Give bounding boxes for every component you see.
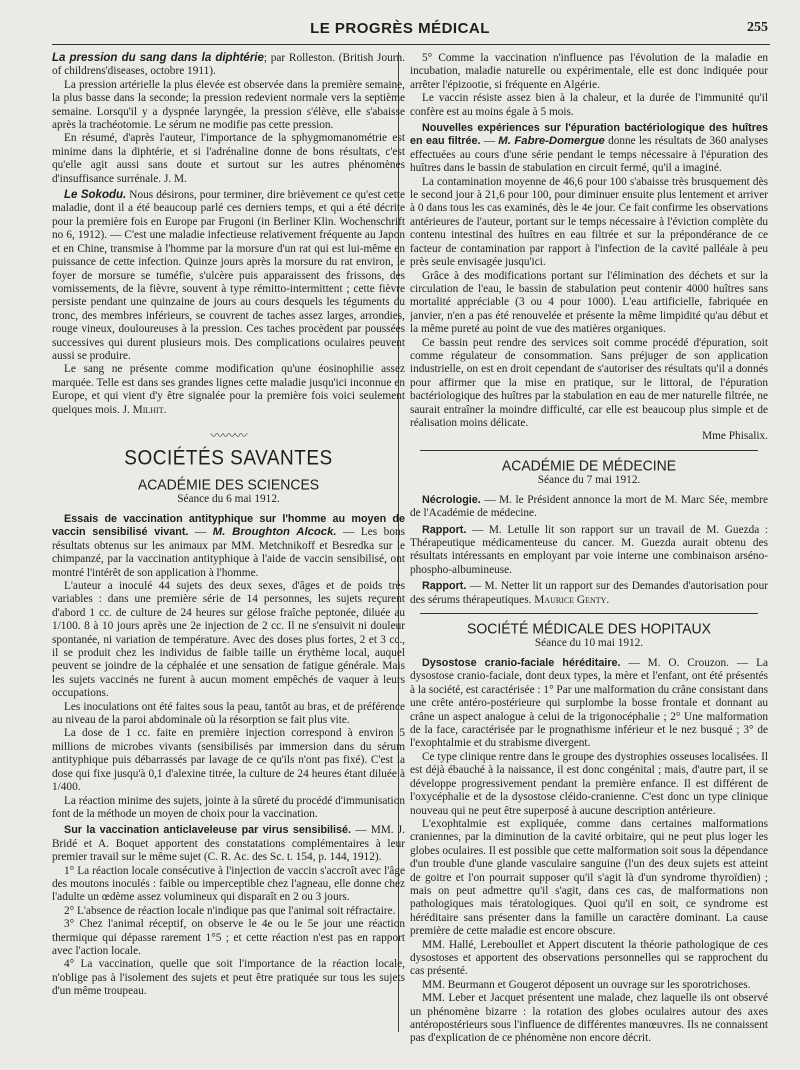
page-header bbox=[32, 20, 768, 42]
paragraph-text: — MM. J. Bridé et A. Boquet apportent des constatations complémentaires à leur premier travail sur le même sujet (C. R. Ac. des Sc. t. 154, p. 144, 1912). bbox=[52, 824, 405, 864]
entry-title: Nécrologie. bbox=[422, 493, 481, 506]
paragraph bbox=[52, 363, 405, 417]
section-rule bbox=[420, 450, 758, 451]
entry-title: Sur la vaccination anticlaveleuse par virus sensibilisé. bbox=[64, 824, 352, 837]
ornament-divider: 〰〰〰 bbox=[210, 427, 247, 443]
entry-title: Rapport. bbox=[422, 523, 467, 536]
entry-author: M. Fabre-Domergue bbox=[498, 135, 605, 148]
header-rule bbox=[52, 44, 770, 45]
paragraph: La réaction minime des sujets, jointe à la sûreté du procédé d'immunisation font de la méthode un moyen de choix pour la vaccination. bbox=[52, 794, 405, 820]
paragraph: MM. Hallé, Lereboullet et Appert discutent la théorie pathologique de ces dysostoses et apportent des observations personnelles qui se rapprochent du cas présenté. bbox=[410, 938, 768, 978]
entry-rapport-letulle bbox=[410, 524, 768, 578]
paragraph: 2° L'absence de réaction locale n'indique pas que l'animal soit réfractaire. bbox=[64, 904, 396, 917]
paragraph-text: Le sang ne présente comme modification qu'une éosinophilie assez marquée. Telle est dans ses grandes lignes cette maladie jusqu'ici inconnue en Europe, et qui vient d'y être signalée pour la première fois voici seulement quelques mois. bbox=[52, 363, 405, 416]
paragraph: MM. Leber et Jacquet présentent une malade, chez laquelle ils ont observé un phénomène bizarre : la rotation des globes oculaires autour des axes antéropostérieurs sous l'influence de différentes manœuvres. Ils ne connaissent pas d'explication de ce phénomène non encore décrit. bbox=[410, 992, 768, 1045]
signature: J. Milhit. bbox=[122, 403, 167, 416]
entry-title: Dysostose cranio-faciale héréditaire. bbox=[422, 657, 621, 670]
entry-huitres: Nouvelles expériences sur l'épuration bactériologique des huîtres en eau filtrée. — M. Fabre-Domergue donne les résultats de 360 analyses effectuées au cours d'une série pendant le temps nécessaire à l'épuration des huîtres dans le bassin de stabulation en circuit fermé, qu'il a imaginé. bbox=[410, 122, 768, 175]
entry-title: Essais de vaccination antityphique sur l'homme au moyen de vaccin sensibilisé vivant. bbox=[52, 512, 405, 539]
paragraph-text: donne les résultats de 360 analyses effectuées au cours d'une série pendant le temps nécessaire à l'épuration des huîtres dans le bassin de stabulation en circuit fermé, qu'il a imaginé. bbox=[410, 135, 768, 175]
paragraph: 1° La réaction locale consécutive à l'injection de vaccin s'accroît avec l'âge des moutons inoculés : faible ou imperceptible chez l'agneau, elle donne chez l'adulte un œdème assez volumineux qui disparaît en 2 ou 3 jours. bbox=[52, 864, 405, 904]
paragraph-text: — M. Letulle lit son rapport sur un travail de M. Guezda : Thérapeutique médicamenteuse du cancer. M. Guezda aurait obtenu des résultats intéressants en employant par voie interne une combinaison arséno-phospho-albumineuse. bbox=[410, 523, 768, 576]
paragraph bbox=[52, 132, 405, 186]
paragraph: 5° Comme la vaccination n'influence pas l'évolution de la maladie en incubation, maladie naturelle ou expérimentale, elle est donc indiquée pour arrêter l'épizootie, si fréquente en Algérie. bbox=[410, 52, 768, 91]
society-title: ACADÉMIE DES SCIENCES bbox=[137, 475, 320, 493]
paragraph: Les inoculations ont été faites sous la peau, tantôt au bras, et de préférence au niveau de la paroi abdominale où la résorption se fait plus vite. bbox=[52, 700, 405, 727]
page-number: 255 bbox=[747, 20, 768, 35]
paragraph bbox=[410, 337, 768, 431]
article-byline: ; par Rolleston. (British Journ. of childrens'diseases, octobre 1911). bbox=[52, 52, 405, 78]
paragraph-text: — M. O. Crouzon. — La dysostose cranio-faciale, dont deux types, la mère et l'enfant, ont été présentés à la société, est caractérisée : 1° Par une malformation du crâne consistant dans une crête antéro-postérieure qui surplombe la bosse frontale et donnant au crâne un aspect analogue à celui de la trigonocéphalie ; 2° Une malformation de la face, caractérisée par le prognathisme inférieur et le nez busqué ; 3° de l'exophtalmie et du strabisme divergent. bbox=[410, 657, 768, 750]
session-date: Séance du 7 mai 1912. bbox=[537, 473, 641, 486]
entry-title: Nouvelles expériences sur l'épuration bactériologique des huîtres en eau filtrée. bbox=[410, 122, 768, 148]
article-diphterie-heading bbox=[52, 52, 405, 79]
entry-author: M. Broughton Alcock. bbox=[212, 526, 337, 539]
entry-vaccination-antityphique: Essais de vaccination antityphique sur l'homme au moyen de vaccin sensibilisé vivant. — M. Broughton Alcock. — Les bons résultats obtenus sur les animaux par MM. Metchnikoff et Besredka sur le chimpanzé, par la vaccination antityphique à l'aide de vaccin sensibilisé, ont montré l'intérêt de son application à l'homme. bbox=[52, 512, 405, 579]
paragraph-text: — M. Netter lit un rapport sur des Demandes d'autorisation pour des sérums thérapeutiques. bbox=[410, 580, 768, 606]
paragraph: Le vaccin résiste assez bien à la chaleur, et la durée de l'immunité qu'il confère est au moins égale à 5 mois. bbox=[410, 92, 768, 118]
article-sokodu bbox=[52, 189, 405, 363]
paragraph: 4° La vaccination, quelle que soit l'importance de la réaction locale, n'oblige pas à l'isolement des sujets et peut être pratiquée sur tous les sujets d'un même troupeau. bbox=[52, 958, 405, 998]
entry-rapport-netter bbox=[410, 580, 768, 607]
paragraph: Ce type clinique rentre dans le groupe des dystrophies osseuses localisées. Il est déjà ébauché à la naissance, il est donc congénital ; mais, d'autre part, il se développe progressivement pendant la première enfance. Il est différent de l'oxycéphalie et de la dysostose cléido-cranienne. C'est donc un type clinique nouveau qui ne peut être superposé à aucune description antérieure. bbox=[410, 750, 768, 817]
signature: J. M. bbox=[163, 172, 187, 185]
paragraph-text: Ce bassin peut rendre des services soit comme procédé d'épuration, soit comme régulateur de consommation. Sans préjuger de son application industrielle, on est en droit cependant de s'autoriser des résultats qu'il a donnés pour affirmer que la mise en pratique, sur le littoral, de l'épuration bactériologique des huîtres par la stabulation en eau de mer naturelle filtrée, ne saurait entraîner la moindre difficulté, car elle est beaucoup plus simple et de réalisation moins délicate. bbox=[410, 336, 768, 429]
signature: Mme Phisalix. bbox=[702, 430, 768, 443]
paragraph-text: Nous désirons, pour terminer, dire brièvement ce qu'est cette maladie, dont il a été beaucoup parlé ces derniers temps, et qui a été décrite pour la première fois en Europe par Frugoni (in Berliner Klin. Wochenschrift no 6, 1912). — C'est une maladie infectieuse relativement fréquente au Japon et en Chine, transmise à l'homme par la morsure d'un rat qui est lui-même en puissance de cette infection. Quinze jours après la morsure du rat environ, le foyer de morsure se tuméfie, s'ulcère puis apparaissent des frissons, des vomissements, de la fièvre, souvent à type rémitto-intermittent ; cette fièvre persiste pendant une quinzaine de jours au cours desquels les téguments du tronc, des membres inférieurs, se couvrent de taches assez larges, arrondies, rouge vineux, douloureuses à la pression. Ces taches procèdent par poussées successives qui durent plusieurs mois. Des complications oculaires peuvent aussi se produire. bbox=[52, 189, 405, 362]
section-rule bbox=[420, 613, 758, 614]
paragraph: La contamination moyenne de 46,6 pour 100 s'abaisse très brusquement dès le second jour à 21,6 pour 100, pour diminuer ensuite plus lentement et arriver à 0 dans tous les cas examinés, dès le 4e jour. Ce fait confirme les observations antérieures de l'auteur, portant sur le temps nécessaire à l'éviction complète du contenu intestinal des huîtres en eau filtrée et sur la prépondérance de ce facteur de contamination par rapport à l'infection de la cavité palléale à peu près seule envisagée jusqu'ici. bbox=[410, 175, 768, 269]
paragraph: 3° Chez l'animal réceptif, on observe le 4e ou le 5e jour une réaction thermique qui dépasse rarement 1°5 ; et cette réaction n'est pas en rapport avec l'action locale. bbox=[52, 918, 405, 957]
entry-necrologie bbox=[410, 494, 768, 521]
paragraph-text: En résumé, d'après l'auteur, l'importance de la sphygmomanométrie est minime dans la diphtérie, et si l'adrénaline donne de bons résultats, c'est qu'elle agit aussi sans doute et surtout sur les autres phénomènes d'insuffisance surrénale. bbox=[52, 132, 405, 185]
left-column bbox=[52, 52, 405, 1052]
session-date: Séance du 6 mai 1912. bbox=[177, 492, 280, 505]
section-title: SOCIÉTÉS SAVANTES bbox=[124, 446, 333, 470]
right-column bbox=[410, 52, 768, 1052]
entry-dysostose bbox=[410, 657, 768, 751]
paragraph: MM. Beurmann et Gougerot déposent un ouvrage sur les sporotrichoses. bbox=[422, 978, 751, 991]
paragraph-text: — M. le Président annonce la mort de M. Marc Sée, membre de l'Académie de médecine. bbox=[410, 493, 768, 520]
paragraph: La dose de 1 cc. faite en première injection correspond à environ 5 millions de microbes vivants (sensibilisés par immersion dans du sérum antityphique puis débarrassés par lavage de ce qu'ils n'ont pas fixé). C'est la dose qui fixe jusqu'à 0,1 d'alexine titrée, la culture de 24 heures étant diluée à 1/400. bbox=[52, 727, 405, 794]
paragraph: L'exophtalmie est expliquée, comme dans certaines malformations craniennes, par la diminution de la cavité orbitaire, qui ne peut plus loger les globes oculaires. Il est possible que cette malformation soit sous la dépendance d'un trouble d'une glande vasculaire sanguine (l'un des deux sujets est atteint de goitre et l'on pourrait supposer qu'il s'agit là d'un syndrome thyroïdien) ; mais on peut admettre qu'il s'agit, dans ces cas, de malformations non pathologiques mais tératologiques. Quoi qu'il en soit, ce syndrome est héréditaire sans présenter dans la famille un caractère dominant. La cause première de cette maladie est encore obscure. bbox=[410, 817, 768, 938]
society-title: SOCIÉTÉ MÉDICALE DES HOPITAUX bbox=[466, 619, 711, 637]
paragraph: Grâce à des modifications portant sur l'élimination des déchets et sur la circulation de l'eau, le bassin de stabulation peut contenir 4000 huîtres sans mortalité appréciable (3 ou 4 pour 1000). L'eau artificielle, fabriquée en janvier, n'en a pas été renouvelée et présente la même limpidité qu'au début et la même pureté au point de vue des matières organiques. bbox=[410, 269, 768, 336]
article-title: Le Sokodu. bbox=[64, 189, 127, 202]
session-date: Séance du 10 mai 1912. bbox=[534, 637, 644, 650]
entry-vaccination-anticlaveleuse bbox=[52, 824, 405, 864]
paragraph: La pression artérielle la plus élevée est observée dans la première semaine, la plus basse dans la seconde; la pression redevient normale vers la septième semaine. Lorsqu'il y a dyspnée laryngée, la pression s'élève, elle s'abaisse après la trachéotomie. Le sérum ne modifie pas cette pression. bbox=[52, 78, 405, 132]
journal-title: LE PROGRÈS MÉDICAL bbox=[310, 20, 490, 37]
article-title: La pression du sang dans la diphtérie bbox=[52, 52, 264, 64]
paragraph-text: — Les bons résultats obtenus sur les animaux par MM. Metchnikoff et Besredka sur le chimpanzé, par la vaccination antityphique à l'aide de vaccin sensibilisé, ont montré l'intérêt de son application à l'homme. bbox=[52, 526, 405, 579]
entry-title: Rapport. bbox=[422, 580, 467, 593]
society-title: ACADÉMIE DE MÉDECINE bbox=[501, 456, 677, 474]
paragraph: L'auteur a inoculé 44 sujets des deux sexes, d'âges et de poids très variables : dans une première série de 14 personnes, les sujets reçurent d'abord 1 cc. de culture de 24 heures sur gélose fraîche peptonée, diluée au 1/100. 8 à 10 jours après une 2e injection de 2 cc. Il ne s'ensuivit ni douleur spontanée, ni variation de température. Avec des doses plus fortes, 2 et 3 cc., il se produit chez les individus de faible taille un érythème local, auquel peuvent se joindre de la céphalée et une sensation de fatigue générale. Mais les sujets vaccinés ne furent à aucun moment empêchés de vaquer à leurs occupations. bbox=[52, 580, 405, 700]
signature: Maurice Genty. bbox=[534, 593, 610, 606]
